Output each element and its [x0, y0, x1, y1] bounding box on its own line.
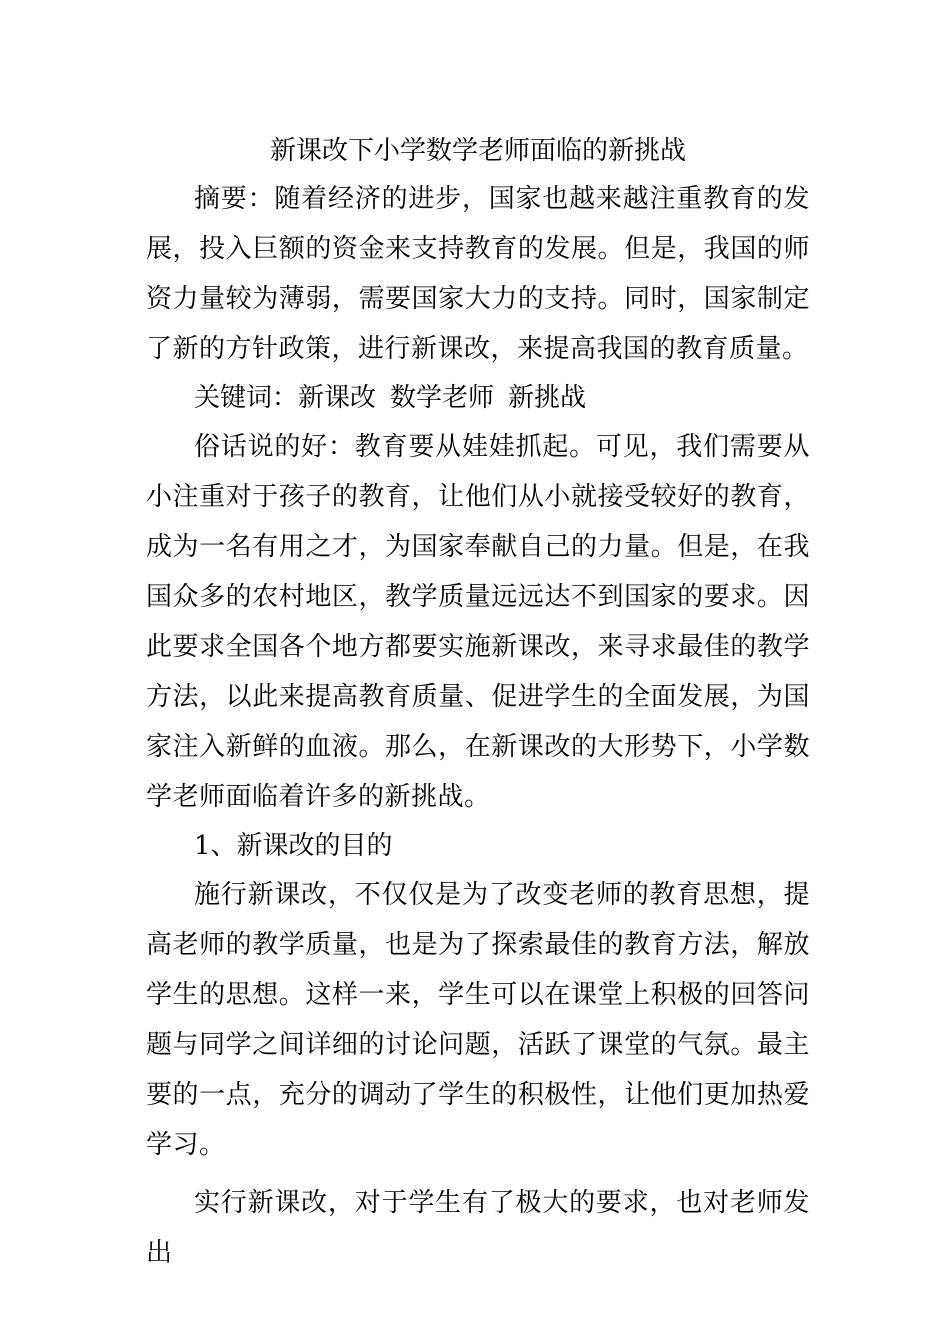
keyword-item: 数学老师 [390, 383, 495, 413]
body-paragraph: 实行新课改，对于学生有了极大的要求，也对老师发出 [146, 1188, 810, 1268]
abstract-paragraph: 摘要：随着经济的进步，国家也越来越注重教育的发展，投入巨额的资金来支持教育的发展。但是，我国的师资力量较为薄弱，需要国家大力的支持。同时，国家制定了新的方针政策，进行新课改，来提高我国的教育质量。 [146, 184, 810, 364]
paragraph-spacer [146, 1170, 810, 1178]
section-heading: 1、新课改的目的 [194, 831, 393, 861]
keywords-label: 关键词： [194, 383, 299, 413]
body-paragraph: 施行新课改，不仅仅是为了改变老师的教育思想，提高老师的教学质量，也是为了探索最佳的教育方法，解放学生的思想。这样一来，学生可以在课堂上积极的回答问题与同学之间详细的讨论问题，活跃了课堂的气氛。最主要的一点，充分的调动了学生的积极性，让他们更加热爱学习。 [146, 880, 810, 1160]
document-title: 新课改下小学数学老师面临的新挑战 [269, 136, 686, 166]
keyword-item: 新挑战 [508, 383, 587, 413]
document-body [146, 128, 810, 1278]
keywords-line [146, 374, 810, 422]
intro-paragraph: 俗话说的好：教育要从娃娃抓起。可见，我们需要从小注重对于孩子的教育，让他们从小就接受较好的教育，成为一名有用之才，为国家奉献自己的力量。但是，在我国众多的农村地区，教学质量远远达不到国家的要求。因此要求全国各个地方都要实施新课改，来寻求最佳的教学方法，以此来提高教育质量、促进学生的全面发展，为国家注入新鲜的血液。那么，在新课改的大形势下，小学数学老师面临着许多的新挑战。 [146, 432, 810, 812]
keyword-item: 新课改 [298, 383, 377, 413]
